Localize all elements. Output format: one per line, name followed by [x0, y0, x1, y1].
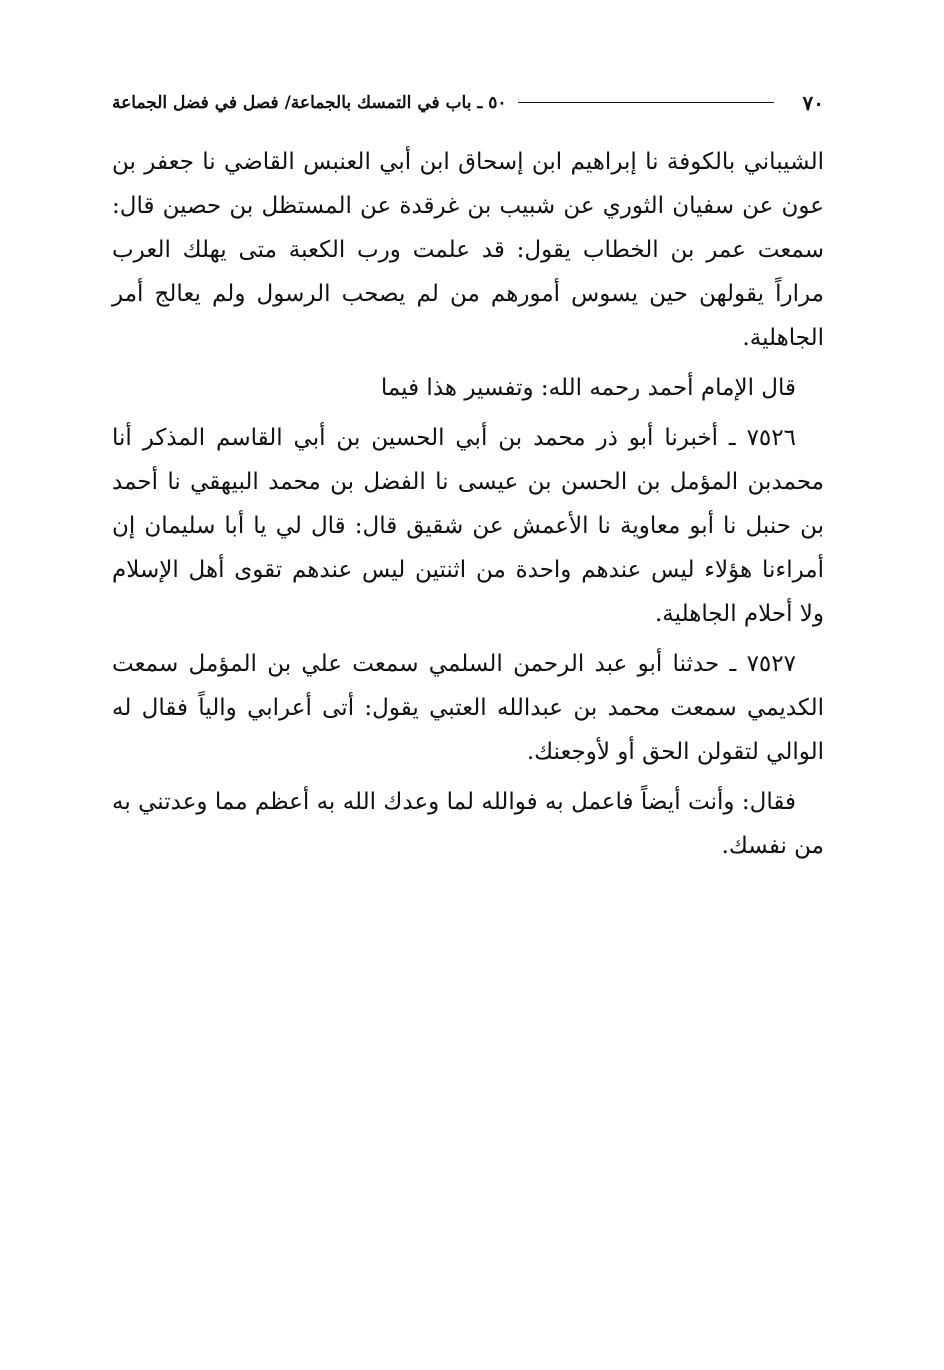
paragraph-hadith-7526: ٧٥٢٦ ـ أخبرنا أبو ذر محمد بن أبي الحسين بن أبي القاسم المذكر أنا محمدبن المؤمل بن الحسن بن عيسى نا الفضل بن محمد البيهقي نا أحمد بن حنبل نا أبو معاوية نا الأعمش عن شقيق قال: قال لي يا أبا سليمان إن أمراءنا هؤلاء ليس عندهم واحدة من اثنتين ليس عندهم تقوى أهل الإسلام ولا أحلام الجاهلية. [112, 425, 824, 627]
paragraph-imam-ahmad: قال الإمام أحمد رحمه الله: وتفسير هذا فيما [380, 375, 796, 401]
running-title: ٥٠ ـ باب في التمسك بالجماعة/ فصل في فضل الجماعة [112, 93, 507, 113]
paragraph-hadith-7527: ٧٥٢٧ ـ حدثنا أبو عبد الرحمن السلمي سمعت علي بن المؤمل سمعت الكديمي سمعت محمد بن عبدالله العتبي يقول: أتى أعرابي والياً فقال له الوالي لتقولن الحق أو لأوجعنك. [112, 651, 824, 765]
page-body [112, 140, 824, 874]
page-number: ٧٠ [802, 91, 824, 115]
paragraph-continuation: الشيباني بالكوفة نا إبراهيم ابن إسحاق ابن أبي العنبس القاضي نا جعفر بن عون عن سفيان الثوري عن شبيب بن غرقدة عن المستظل بن حصين قال: سمعت عمر بن الخطاب يقول: قد علمت ورب الكعبة متى يهلك العرب مراراً يقولهن حين يسوس أمورهم من لم يصحب الرسول ولم يعالج أمر الجاهلية. [112, 149, 824, 351]
header-rule [518, 102, 774, 103]
paragraph-reply: فقال: وأنت أيضاً فاعمل به فوالله لما وعدك الله به أعظم مما وعدتني به من نفسك. [112, 789, 824, 859]
page-header [112, 88, 824, 118]
